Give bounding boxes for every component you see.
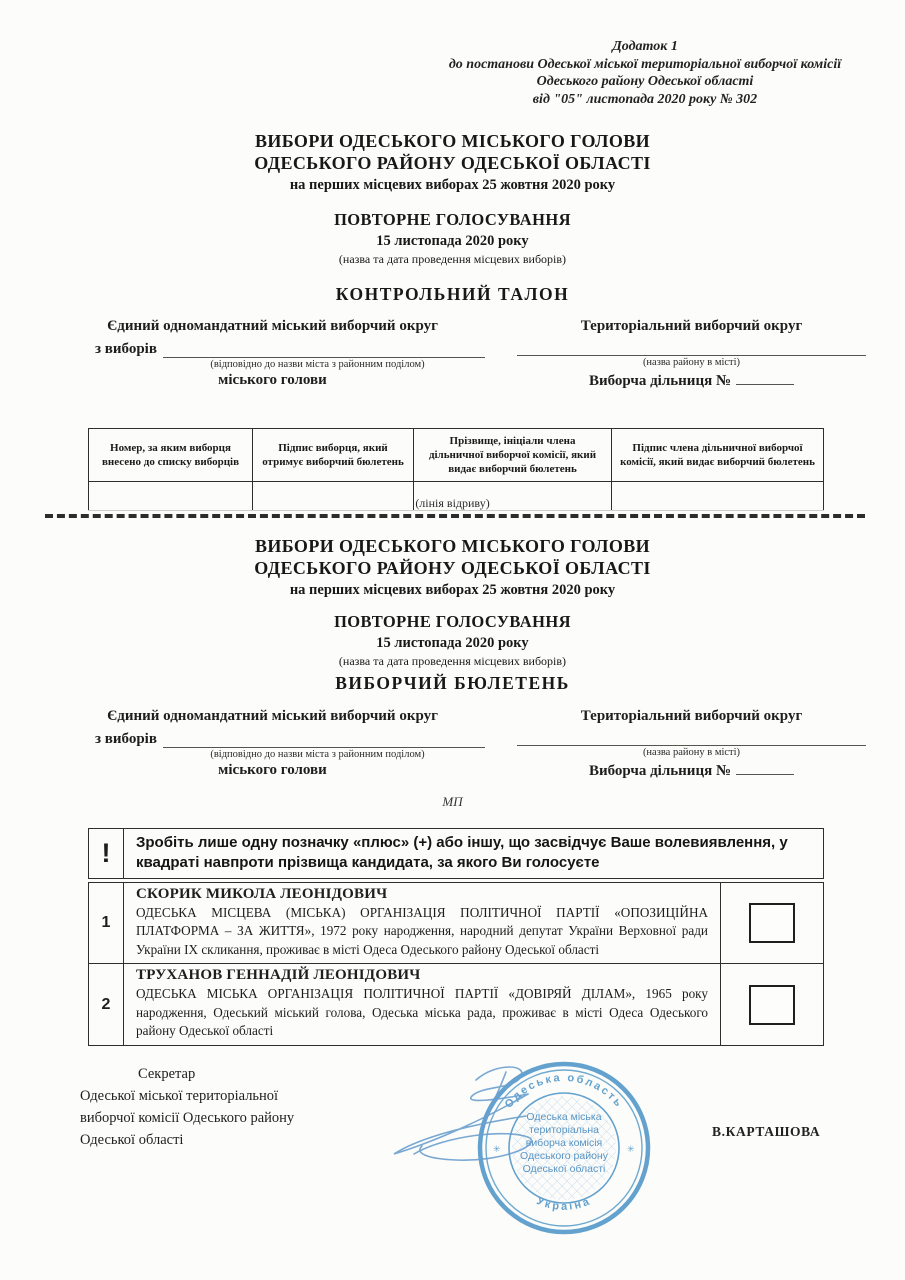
tear-dashed-line	[45, 514, 865, 518]
district-right-title: Територіальний виборчий округ	[580, 708, 803, 724]
talon-revote-block	[0, 210, 905, 267]
candidate-1-description: ОДЕСЬКА МІСЦЕВА (МІСЬКА) ОРГАНІЗАЦІЯ ПОЛІТИЧНОЇ ПАРТІЇ «ОПОЗИЦІЙНА ПЛАТФОРМА – ЗА ЖИТТЯ», 1972 року народження, народний депутат України Верховної ради України IX скликання, проживає в місті Одеса Одеського району Одеської області	[136, 905, 708, 957]
appendix-line: Додаток 1	[612, 39, 678, 54]
blank-field-line	[736, 761, 794, 775]
ballot-title: ВИБОРЧИЙ БЮЛЕТЕНЬ	[335, 673, 570, 693]
secretary-role: Секретар	[138, 1066, 196, 1082]
seal-place-mark: МП	[442, 794, 463, 809]
candidates-table	[88, 882, 824, 1046]
seal-center-line: виборча комісія	[525, 1137, 603, 1149]
talon-header-member-name: Прізвище, ініціали члена дільничної виборчої комісії, який видає виборчий бюлетень	[414, 429, 612, 482]
candidate-1-number: 1	[89, 883, 124, 964]
appendix-line: від "05" листопада 2020 року № 302	[532, 91, 758, 107]
blank-field-line	[736, 371, 794, 385]
signatory-name: В.КАРТАШОВА	[712, 1124, 821, 1139]
secretary-block	[80, 1063, 390, 1151]
ballot-election-header	[0, 536, 905, 599]
seal-center-line: Одеської області	[522, 1163, 606, 1175]
instruction-box	[88, 828, 824, 879]
blank-field-line	[517, 335, 866, 356]
district-left-title: Єдиний одномандатний міський виборчий округ	[107, 318, 438, 334]
blank-field-line	[517, 725, 866, 746]
election-subtitle: на перших місцевих виборах 25 жовтня 2020 року	[289, 176, 616, 193]
talon-district-block	[60, 318, 870, 390]
election-title-line2: ОДЕСЬКОГО РАЙОНУ ОДЕСЬКОЇ ОБЛАСТІ	[254, 557, 651, 578]
instruction-exclamation	[89, 829, 124, 879]
secretary-signature	[378, 1058, 563, 1178]
candidate-1-checkbox[interactable]	[749, 903, 795, 943]
district-left-office: міського голови	[218, 762, 327, 778]
appendix-line: до постанови Одеської міської територіальної виборчої комісії	[448, 56, 842, 72]
talon-header-voter-signature: Підпис виборця, який отримує виборчий бюлетень	[253, 429, 414, 482]
district-left-column	[60, 708, 485, 780]
revote-date: 15 листопада 2020 року	[376, 635, 529, 651]
district-right-column	[513, 708, 870, 780]
seal-center-line: Одеська міська	[526, 1111, 602, 1123]
secretary-org-line: Одеської міської територіальної	[80, 1088, 279, 1105]
district-right-column	[513, 318, 870, 390]
revote-caption: (назва та дата проведення місцевих виборів)	[338, 252, 567, 266]
appendix-line: Одеського району Одеської області	[536, 74, 754, 89]
ballot-revote-block	[0, 612, 905, 669]
seal-center-line: Одеського району	[520, 1150, 608, 1162]
ballot-district-block	[60, 708, 870, 780]
secretary-org-line: Одеської області	[80, 1132, 184, 1149]
appendix-note	[385, 38, 905, 108]
talon-election-header	[0, 131, 905, 194]
candidate-2-checkbox[interactable]	[749, 985, 795, 1025]
signature-icon	[378, 1058, 563, 1178]
candidate-1-name: СКОРИК МИКОЛА ЛЕОНІДОВИЧ	[136, 886, 388, 902]
exclamation-icon: !	[101, 837, 111, 868]
candidate-1-checkbox-cell	[721, 883, 824, 964]
secretary-org-line: виборчої комісії Одеського району	[80, 1110, 295, 1127]
district-left-prefix: з виборів	[95, 731, 157, 747]
seal-separator-icon: ✳	[493, 1144, 501, 1154]
polling-station-label: Виборча дільниця №	[588, 373, 732, 389]
tear-line-caption: (лінія відриву)	[415, 496, 490, 510]
revote-caption: (назва та дата проведення місцевих виборів)	[338, 654, 567, 668]
blank-field-line	[163, 733, 485, 748]
candidate-2-info	[124, 964, 721, 1045]
revote-date: 15 листопада 2020 року	[376, 233, 529, 249]
district-right-caption: (назва району в місті)	[642, 747, 741, 758]
district-left-prefix: з виборів	[95, 341, 157, 357]
talon-header-voter-number: Номер, за яким виборця внесено до списку виборців	[89, 429, 253, 482]
district-right-caption: (назва району в місті)	[642, 357, 741, 368]
candidate-row	[89, 883, 824, 964]
candidate-1-info	[124, 883, 721, 964]
election-subtitle: на перших місцевих виборах 25 жовтня 2020 року	[289, 581, 616, 598]
district-left-title: Єдиний одномандатний міський виборчий округ	[107, 708, 438, 724]
candidate-2-checkbox-cell	[721, 964, 824, 1045]
candidate-2-description: ОДЕСЬКА МІСЬКА ОРГАНІЗАЦІЯ ПОЛІТИЧНОЇ ПАРТІЇ «ДОВІРЯЙ ДІЛАМ», 1965 року народження, Одеський міський голова, Одеська міська рада, проживає в місті Одеса Одеського району Одеської області	[136, 986, 708, 1039]
election-title-line1: ВИБОРИ ОДЕСЬКОГО МІСЬКОГО ГОЛОВИ	[254, 536, 651, 556]
district-left-office: міського голови	[218, 372, 327, 388]
revote-title: ПОВТОРНЕ ГОЛОСУВАННЯ	[334, 612, 571, 631]
district-left-caption: (відповідно до назви міста з районним поділом)	[210, 749, 425, 760]
district-left-column	[60, 318, 485, 390]
candidate-2-number: 2	[89, 964, 124, 1045]
candidate-row	[89, 964, 824, 1045]
revote-title: ПОВТОРНЕ ГОЛОСУВАННЯ	[334, 210, 571, 229]
district-left-caption: (відповідно до назви міста з районним поділом)	[210, 359, 425, 370]
instruction-text: Зробіть лише одну позначку «плюс» (+) або іншу, що засвідчує Ваше волевиявлення, у квадраті навпроти прізвища кандидата, за якого Ви голосуєте	[124, 829, 824, 879]
seal-separator-icon: ✳	[627, 1144, 635, 1154]
talon-table-header-row	[89, 429, 824, 482]
candidate-2-name: ТРУХАНОВ ГЕННАДІЙ ЛЕОНІДОВИЧ	[136, 967, 421, 984]
election-title-line2: ОДЕСЬКОГО РАЙОНУ ОДЕСЬКОЇ ОБЛАСТІ	[254, 152, 651, 173]
election-title-line1: ВИБОРИ ОДЕСЬКОГО МІСЬКОГО ГОЛОВИ	[254, 131, 651, 151]
talon-title: КОНТРОЛЬНИЙ ТАЛОН	[335, 284, 570, 304]
talon-header-member-signature: Підпис члена дільничної виборчої комісії, який видає виборчий бюлетень	[612, 429, 824, 482]
blank-field-line	[163, 343, 485, 358]
seal-ring-top-text: Одеська область	[502, 1071, 626, 1111]
polling-station-label: Виборча дільниця №	[588, 763, 732, 779]
district-right-title: Територіальний виборчий округ	[580, 318, 803, 334]
seal-ring-bottom-text: Україна	[534, 1195, 594, 1213]
seal-center-line: територіальна	[528, 1124, 600, 1136]
